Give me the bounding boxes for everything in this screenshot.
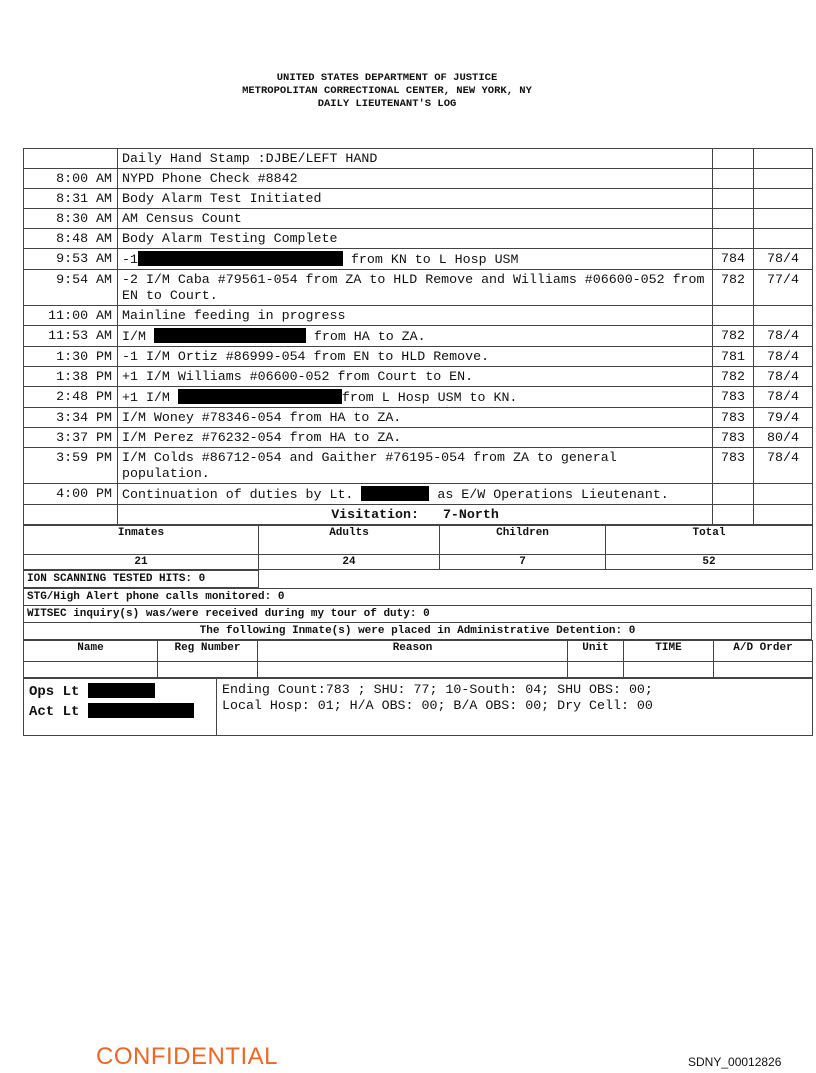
entry-time bbox=[24, 149, 118, 169]
entry-count bbox=[713, 149, 754, 169]
entry-count bbox=[713, 169, 754, 189]
redaction-block bbox=[178, 389, 342, 404]
column-header: TIME bbox=[624, 641, 714, 662]
entry-text: Body Alarm Test Initiated bbox=[118, 189, 713, 209]
entry-count: 783 bbox=[713, 408, 754, 428]
signoff-table bbox=[23, 678, 813, 736]
entry-time: 2:48 PM bbox=[24, 387, 118, 408]
entry-time: 3:37 PM bbox=[24, 428, 118, 448]
stg-calls-line: STG/High Alert phone calls monitored: 0 bbox=[24, 589, 812, 606]
table-row bbox=[24, 428, 813, 448]
log-header bbox=[0, 72, 774, 111]
entry-count: 784 bbox=[713, 249, 754, 270]
acting-lieutenant: Act Lt bbox=[29, 702, 211, 722]
header-agency: UNITED STATES DEPARTMENT OF JUSTICE bbox=[276, 72, 498, 84]
table-row bbox=[24, 189, 813, 209]
header-title: DAILY LIEUTENANT'S LOG bbox=[317, 98, 457, 110]
ending-count-line-1: Ending Count:783 ; SHU: 77; 10-South: 04; SHU OBS: 00; bbox=[222, 682, 653, 697]
ending-count-line-2: Local Hosp: 01; H/A OBS: 00; B/A OBS: 00; Dry Cell: 00 bbox=[222, 698, 653, 713]
entry-count bbox=[713, 306, 754, 326]
entry-count: 782 bbox=[713, 270, 754, 306]
entry-text: I/M Perez #76232-054 from HA to ZA. bbox=[118, 428, 713, 448]
entry-unit bbox=[754, 149, 813, 169]
ion-scanning-line: ION SCANNING TESTED HITS: 0 bbox=[24, 571, 259, 588]
visitation-table bbox=[23, 525, 813, 570]
daily-log bbox=[23, 148, 812, 736]
entry-count bbox=[713, 484, 754, 505]
entry-time: 9:54 AM bbox=[24, 270, 118, 306]
entry-text: Body Alarm Testing Complete bbox=[118, 229, 713, 249]
entry-text: -2 I/M Caba #79561-054 from ZA to HLD Remove and Williams #06600-052 from EN to Court. bbox=[118, 270, 713, 306]
entry-unit: 79/4 bbox=[754, 408, 813, 428]
entry-unit: 77/4 bbox=[754, 270, 813, 306]
redaction-block bbox=[154, 328, 306, 343]
redaction-block bbox=[361, 486, 429, 501]
table-row bbox=[24, 169, 813, 189]
visitation-header: Total bbox=[606, 526, 813, 555]
column-header: Unit bbox=[568, 641, 624, 662]
entry-count bbox=[713, 209, 754, 229]
redaction-block bbox=[138, 251, 343, 266]
admin-detention-header-row bbox=[24, 641, 813, 662]
visitation-header: Inmates bbox=[24, 526, 259, 555]
entry-text: -1 I/M Ortiz #86999-054 from EN to HLD Remove. bbox=[118, 347, 713, 367]
redaction-block bbox=[88, 703, 194, 718]
table-row bbox=[24, 326, 813, 347]
entry-count: 782 bbox=[713, 326, 754, 347]
entry-unit bbox=[754, 189, 813, 209]
entry-time: 1:38 PM bbox=[24, 367, 118, 387]
entry-text: I/M Colds #86712-054 and Gaither #76195-054 from ZA to general population. bbox=[118, 448, 713, 484]
entry-unit bbox=[754, 169, 813, 189]
visitation-row bbox=[24, 505, 813, 525]
entry-unit bbox=[754, 306, 813, 326]
column-header: A/D Order bbox=[714, 641, 813, 662]
entry-unit bbox=[754, 229, 813, 249]
column-header: Name bbox=[24, 641, 158, 662]
entry-count: 783 bbox=[713, 428, 754, 448]
bates-number: SDNY_00012826 bbox=[688, 1055, 782, 1069]
entry-time: 1:30 PM bbox=[24, 347, 118, 367]
header-facility: METROPOLITAN CORRECTIONAL CENTER, NEW YORK, NY bbox=[242, 85, 532, 97]
entry-time: 11:53 AM bbox=[24, 326, 118, 347]
entry-unit: 78/4 bbox=[754, 367, 813, 387]
entry-unit bbox=[754, 484, 813, 505]
visitation-header: Adults bbox=[259, 526, 440, 555]
entry-unit: 78/4 bbox=[754, 347, 813, 367]
visitation-value: 21 bbox=[24, 555, 259, 570]
table-row bbox=[24, 408, 813, 428]
column-header: Reg Number bbox=[158, 641, 258, 662]
entry-text: -1 from KN to L Hosp USM bbox=[118, 249, 713, 270]
entry-time: 3:34 PM bbox=[24, 408, 118, 428]
visitation-heading: Visitation: 7-North bbox=[118, 505, 713, 525]
table-row bbox=[24, 249, 813, 270]
entry-time: 8:00 AM bbox=[24, 169, 118, 189]
ion-scanning-table bbox=[23, 570, 813, 588]
ending-count bbox=[217, 679, 813, 736]
lieutenant-signatures bbox=[24, 679, 217, 736]
entry-unit: 80/4 bbox=[754, 428, 813, 448]
entry-text: NYPD Phone Check #8842 bbox=[118, 169, 713, 189]
table-row bbox=[24, 387, 813, 408]
column-header: Reason bbox=[258, 641, 568, 662]
entry-unit: 78/4 bbox=[754, 326, 813, 347]
entry-time: 4:00 PM bbox=[24, 484, 118, 505]
visitation-value: 7 bbox=[440, 555, 606, 570]
entry-time: 8:30 AM bbox=[24, 209, 118, 229]
table-row bbox=[24, 209, 813, 229]
entry-unit: 78/4 bbox=[754, 249, 813, 270]
entry-count: 781 bbox=[713, 347, 754, 367]
table-row bbox=[24, 367, 813, 387]
entry-count: 783 bbox=[713, 387, 754, 408]
entry-time: 9:53 AM bbox=[24, 249, 118, 270]
entry-text: +1 I/M from L Hosp USM to KN. bbox=[118, 387, 713, 408]
entry-count: 783 bbox=[713, 448, 754, 484]
entry-unit: 78/4 bbox=[754, 387, 813, 408]
table-row bbox=[24, 229, 813, 249]
visitation-value: 24 bbox=[259, 555, 440, 570]
admin-detention-title: The following Inmate(s) were placed in Administrative Detention: 0 bbox=[24, 623, 812, 640]
visitation-values-row bbox=[24, 555, 813, 570]
table-row bbox=[24, 484, 813, 505]
entry-unit bbox=[754, 209, 813, 229]
table-row bbox=[24, 270, 813, 306]
entry-text: I/M from HA to ZA. bbox=[118, 326, 713, 347]
entry-text: Mainline feeding in progress bbox=[118, 306, 713, 326]
entry-text: I/M Woney #78346-054 from HA to ZA. bbox=[118, 408, 713, 428]
entry-count bbox=[713, 229, 754, 249]
ops-lieutenant: Ops Lt bbox=[29, 682, 211, 702]
alerts-table bbox=[23, 588, 812, 640]
confidential-stamp: CONFIDENTIAL bbox=[96, 1043, 279, 1070]
witsec-line: WITSEC inquiry(s) was/were received during my tour of duty: 0 bbox=[24, 606, 812, 623]
entry-time: 3:59 PM bbox=[24, 448, 118, 484]
visitation-header: Children bbox=[440, 526, 606, 555]
redaction-block bbox=[88, 683, 155, 698]
entry-time: 8:48 AM bbox=[24, 229, 118, 249]
log-entries-table bbox=[23, 148, 813, 525]
entry-text: AM Census Count bbox=[118, 209, 713, 229]
entry-text: Continuation of duties by Lt. as E/W Operations Lieutenant. bbox=[118, 484, 713, 505]
visitation-header-row bbox=[24, 526, 813, 555]
entry-count: 782 bbox=[713, 367, 754, 387]
entry-unit: 78/4 bbox=[754, 448, 813, 484]
table-row bbox=[24, 306, 813, 326]
admin-detention-empty-row bbox=[24, 662, 813, 678]
entry-text: +1 I/M Williams #06600-052 from Court to EN. bbox=[118, 367, 713, 387]
admin-detention-table bbox=[23, 640, 813, 678]
visitation-value: 52 bbox=[606, 555, 813, 570]
entry-time: 8:31 AM bbox=[24, 189, 118, 209]
entry-time: 11:00 AM bbox=[24, 306, 118, 326]
entry-count bbox=[713, 189, 754, 209]
table-row bbox=[24, 448, 813, 484]
table-row bbox=[24, 347, 813, 367]
entry-text: Daily Hand Stamp :DJBE/LEFT HAND bbox=[118, 149, 713, 169]
table-row bbox=[24, 149, 813, 169]
